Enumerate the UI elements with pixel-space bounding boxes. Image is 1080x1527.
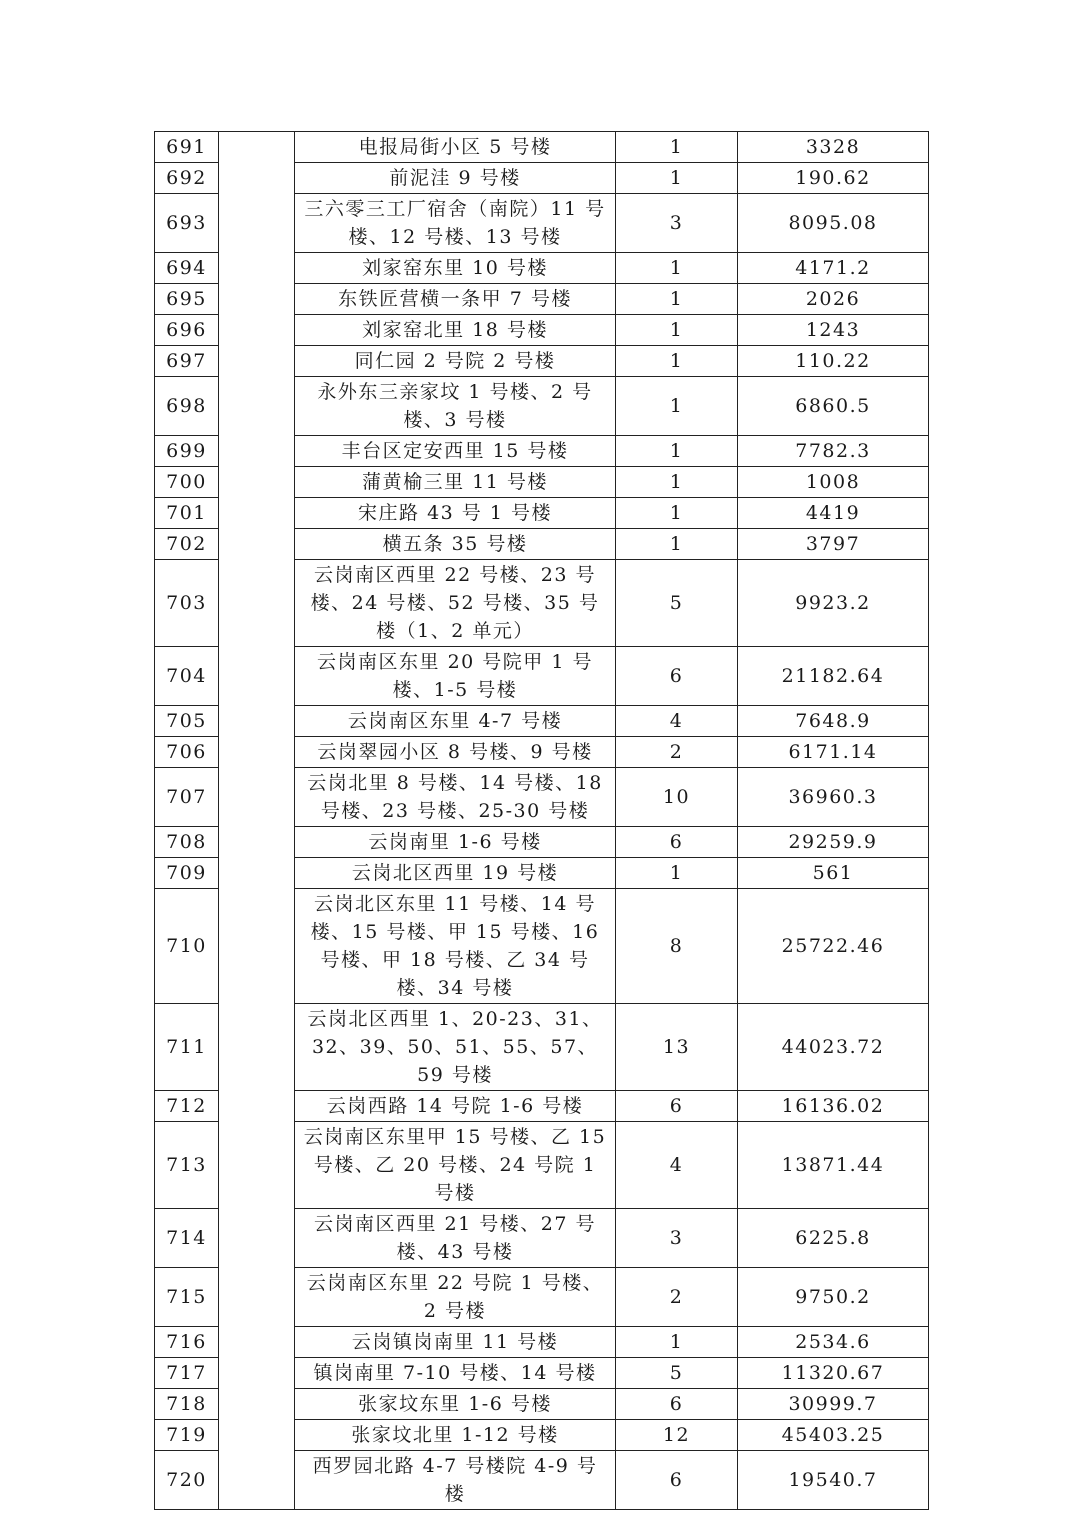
building-area: 110.22: [738, 346, 929, 377]
row-number: 714: [155, 1209, 219, 1268]
row-number: 702: [155, 529, 219, 560]
row-number: 710: [155, 889, 219, 1004]
building-name: 前泥洼 9 号楼: [295, 163, 616, 194]
building-area: 9923.2: [738, 560, 929, 647]
building-name: 电报局街小区 5 号楼: [295, 132, 616, 163]
row-number: 692: [155, 163, 219, 194]
row-number: 707: [155, 768, 219, 827]
building-count: 3: [616, 1209, 738, 1268]
building-count: 1: [616, 253, 738, 284]
building-name: 云岗北区西里 19 号楼: [295, 858, 616, 889]
building-count: 1: [616, 529, 738, 560]
building-area: 6860.5: [738, 377, 929, 436]
row-number: 717: [155, 1358, 219, 1389]
building-area: 44023.72: [738, 1004, 929, 1091]
building-count: 1: [616, 346, 738, 377]
building-name: 宋庄路 43 号 1 号楼: [295, 498, 616, 529]
building-name: 云岗南区东里 20 号院甲 1 号楼、1-5 号楼: [295, 647, 616, 706]
building-area: 13871.44: [738, 1122, 929, 1209]
building-count: 13: [616, 1004, 738, 1091]
row-number: 706: [155, 737, 219, 768]
building-area: 29259.9: [738, 827, 929, 858]
row-number: 716: [155, 1327, 219, 1358]
building-count: 4: [616, 1122, 738, 1209]
building-count: 1: [616, 315, 738, 346]
building-count: 6: [616, 827, 738, 858]
row-number: 711: [155, 1004, 219, 1091]
building-area: 30999.7: [738, 1389, 929, 1420]
building-count: 1: [616, 436, 738, 467]
building-count: 1: [616, 377, 738, 436]
row-number: 698: [155, 377, 219, 436]
building-list-table: [154, 131, 929, 1510]
building-name: 张家坟北里 1-12 号楼: [295, 1420, 616, 1451]
building-area: 21182.64: [738, 647, 929, 706]
building-name: 云岗北区东里 11 号楼、14 号楼、15 号楼、甲 15 号楼、16 号楼、甲 18 号楼、乙 34 号楼、34 号楼: [295, 889, 616, 1004]
row-number: 720: [155, 1451, 219, 1510]
building-name: 东铁匠营横一条甲 7 号楼: [295, 284, 616, 315]
building-name: 镇岗南里 7-10 号楼、14 号楼: [295, 1358, 616, 1389]
building-name: 刘家窑东里 10 号楼: [295, 253, 616, 284]
building-area: 4171.2: [738, 253, 929, 284]
row-number: 697: [155, 346, 219, 377]
row-number: 705: [155, 706, 219, 737]
building-area: 561: [738, 858, 929, 889]
building-count: 6: [616, 1091, 738, 1122]
building-area: 16136.02: [738, 1091, 929, 1122]
row-number: 691: [155, 132, 219, 163]
building-area: 45403.25: [738, 1420, 929, 1451]
building-name: 云岗西路 14 号院 1-6 号楼: [295, 1091, 616, 1122]
building-area: 190.62: [738, 163, 929, 194]
table-body: [155, 132, 929, 1510]
row-number: 713: [155, 1122, 219, 1209]
row-number: 709: [155, 858, 219, 889]
building-count: 1: [616, 498, 738, 529]
row-number: 696: [155, 315, 219, 346]
building-area: 8095.08: [738, 194, 929, 253]
building-count: 1: [616, 467, 738, 498]
building-area: 6225.8: [738, 1209, 929, 1268]
building-name: 张家坟东里 1-6 号楼: [295, 1389, 616, 1420]
row-number: 694: [155, 253, 219, 284]
row-number: 701: [155, 498, 219, 529]
building-count: 3: [616, 194, 738, 253]
building-count: 1: [616, 132, 738, 163]
building-count: 1: [616, 163, 738, 194]
row-number: 718: [155, 1389, 219, 1420]
building-name: 云岗南区东里 4-7 号楼: [295, 706, 616, 737]
building-area: 7648.9: [738, 706, 929, 737]
table-row: [155, 132, 929, 163]
building-count: 6: [616, 647, 738, 706]
building-name: 云岗北区西里 1、20-23、31、32、39、50、51、55、57、59 号楼: [295, 1004, 616, 1091]
building-count: 10: [616, 768, 738, 827]
row-number: 715: [155, 1268, 219, 1327]
building-area: 2534.6: [738, 1327, 929, 1358]
building-count: 6: [616, 1451, 738, 1510]
row-number: 693: [155, 194, 219, 253]
building-name: 云岗南区东里甲 15 号楼、乙 15 号楼、乙 20 号楼、24 号院 1 号楼: [295, 1122, 616, 1209]
building-area: 19540.7: [738, 1451, 929, 1510]
building-count: 12: [616, 1420, 738, 1451]
building-count: 1: [616, 1327, 738, 1358]
building-count: 2: [616, 737, 738, 768]
building-area: 7782.3: [738, 436, 929, 467]
building-count: 6: [616, 1389, 738, 1420]
building-name: 云岗南区东里 22 号院 1 号楼、2 号楼: [295, 1268, 616, 1327]
row-number: 708: [155, 827, 219, 858]
building-count: 8: [616, 889, 738, 1004]
building-name: 西罗园北路 4-7 号楼院 4-9 号楼: [295, 1451, 616, 1510]
district-merged-cell: [219, 132, 295, 1510]
row-number: 699: [155, 436, 219, 467]
building-name: 刘家窑北里 18 号楼: [295, 315, 616, 346]
building-name: 云岗南区西里 21 号楼、27 号楼、43 号楼: [295, 1209, 616, 1268]
building-name: 蒲黄榆三里 11 号楼: [295, 467, 616, 498]
building-count: 4: [616, 706, 738, 737]
row-number: 695: [155, 284, 219, 315]
building-name: 永外东三亲家坟 1 号楼、2 号楼、3 号楼: [295, 377, 616, 436]
building-name: 云岗翠园小区 8 号楼、9 号楼: [295, 737, 616, 768]
building-area: 11320.67: [738, 1358, 929, 1389]
building-area: 1243: [738, 315, 929, 346]
building-area: 3797: [738, 529, 929, 560]
building-area: 1008: [738, 467, 929, 498]
row-number: 703: [155, 560, 219, 647]
building-name: 云岗镇岗南里 11 号楼: [295, 1327, 616, 1358]
row-number: 719: [155, 1420, 219, 1451]
row-number: 700: [155, 467, 219, 498]
building-name: 丰台区定安西里 15 号楼: [295, 436, 616, 467]
building-area: 9750.2: [738, 1268, 929, 1327]
building-area: 36960.3: [738, 768, 929, 827]
building-area: 6171.14: [738, 737, 929, 768]
building-name: 云岗北里 8 号楼、14 号楼、18 号楼、23 号楼、25-30 号楼: [295, 768, 616, 827]
building-name: 横五条 35 号楼: [295, 529, 616, 560]
building-count: 2: [616, 1268, 738, 1327]
building-count: 5: [616, 560, 738, 647]
building-area: 4419: [738, 498, 929, 529]
row-number: 712: [155, 1091, 219, 1122]
building-area: 2026: [738, 284, 929, 315]
building-area: 3328: [738, 132, 929, 163]
building-count: 1: [616, 284, 738, 315]
building-count: 1: [616, 858, 738, 889]
building-name: 三六零三工厂宿舍（南院）11 号楼、12 号楼、13 号楼: [295, 194, 616, 253]
row-number: 704: [155, 647, 219, 706]
building-count: 5: [616, 1358, 738, 1389]
building-name: 云岗南里 1-6 号楼: [295, 827, 616, 858]
building-name: 同仁园 2 号院 2 号楼: [295, 346, 616, 377]
building-area: 25722.46: [738, 889, 929, 1004]
building-name: 云岗南区西里 22 号楼、23 号楼、24 号楼、52 号楼、35 号楼（1、2 单元）: [295, 560, 616, 647]
